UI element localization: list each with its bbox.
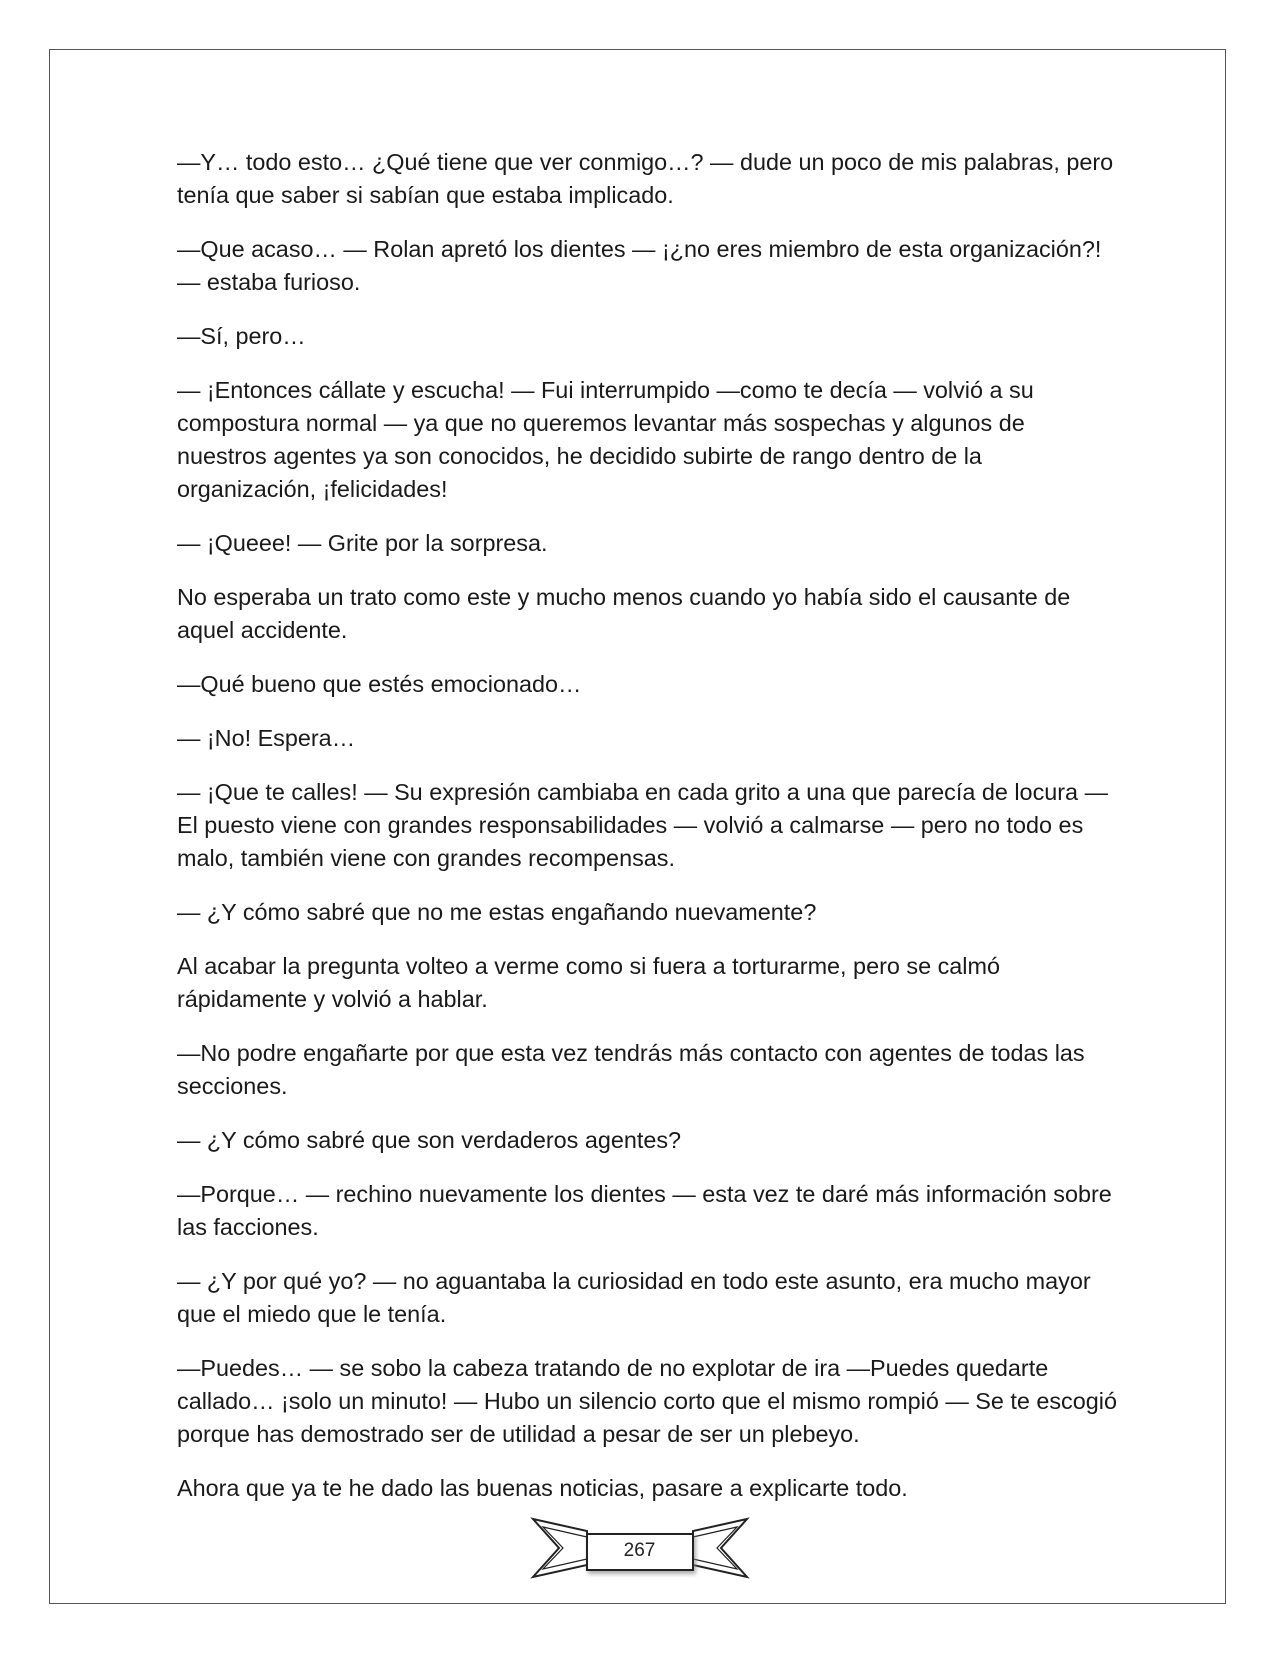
paragraph-7: —Qué bueno que estés emocionado… [177, 671, 582, 697]
paragraph-6: No esperaba un trato como este y mucho menos cuando yo había sido el causante de aquel accidente. [177, 584, 1071, 643]
paragraph-2: —Que acaso… — Rolan apretó los dientes — ¡¿no eres miembro de esta organización?! — estaba furioso. [177, 236, 1102, 295]
paragraph-15: — ¿Y por qué yo? — no aguantaba la curiosidad en todo este asunto, era mucho mayor que el miedo que le tenía. [177, 1268, 1091, 1327]
paragraph-4: — ¡Entonces cállate y escucha! — Fui interrumpido —como te decía — volvió a su compostura normal — ya que no queremos levantar más sospechas y algunos de nuestros agentes ya son conocidos, he decidido subirte de rango dentro de la organización, ¡felicidades! [177, 377, 1034, 502]
paragraph-9: — ¡Que te calles! — Su expresión cambiaba en cada grito a una que parecía de locura — El puesto viene con grandes responsabilidades — volvió a calmarse — pero no todo es malo, también viene con grandes recompensas. [177, 779, 1108, 871]
paragraph-11: Al acabar la pregunta volteo a verme como si fuera a torturarme, pero se calmó rápidamente y volvió a hablar. [177, 953, 1000, 1012]
paragraph-3: —Sí, pero… [177, 323, 306, 349]
paragraph-14: —Porque… — rechino nuevamente los dientes — esta vez te daré más información sobre las facciones. [177, 1181, 1112, 1240]
paragraph-17: Ahora que ya te he dado las buenas noticias, pasare a explicarte todo. [177, 1475, 908, 1501]
paragraph-16: —Puedes… — se sobo la cabeza tratando de no explotar de ira —Puedes quedarte callado… ¡solo un minuto! — Hubo un silencio corto que el mismo rompió — Se te escogió porque has demostrado ser de utilidad a pesar de ser un plebeyo. [177, 1355, 1117, 1447]
paragraph-12: —No podre engañarte por que esta vez tendrás más contacto con agentes de todas las secciones. [177, 1040, 1085, 1099]
page-body-text [177, 146, 1117, 1526]
paragraph-1: —Y… todo esto… ¿Qué tiene que ver conmigo…? — dude un poco de mis palabras, pero tenía que saber si sabían que estaba implicado. [177, 149, 1114, 208]
page-number: 267 [623, 1540, 656, 1561]
paragraph-5: — ¡Queee! — Grite por la sorpresa. [177, 530, 548, 556]
paragraph-13: — ¿Y cómo sabré que son verdaderos agentes? [177, 1127, 682, 1153]
paragraph-10: — ¿Y cómo sabré que no me estas engañando nuevamente? [177, 899, 817, 925]
paragraph-8: — ¡No! Espera… [177, 725, 356, 751]
